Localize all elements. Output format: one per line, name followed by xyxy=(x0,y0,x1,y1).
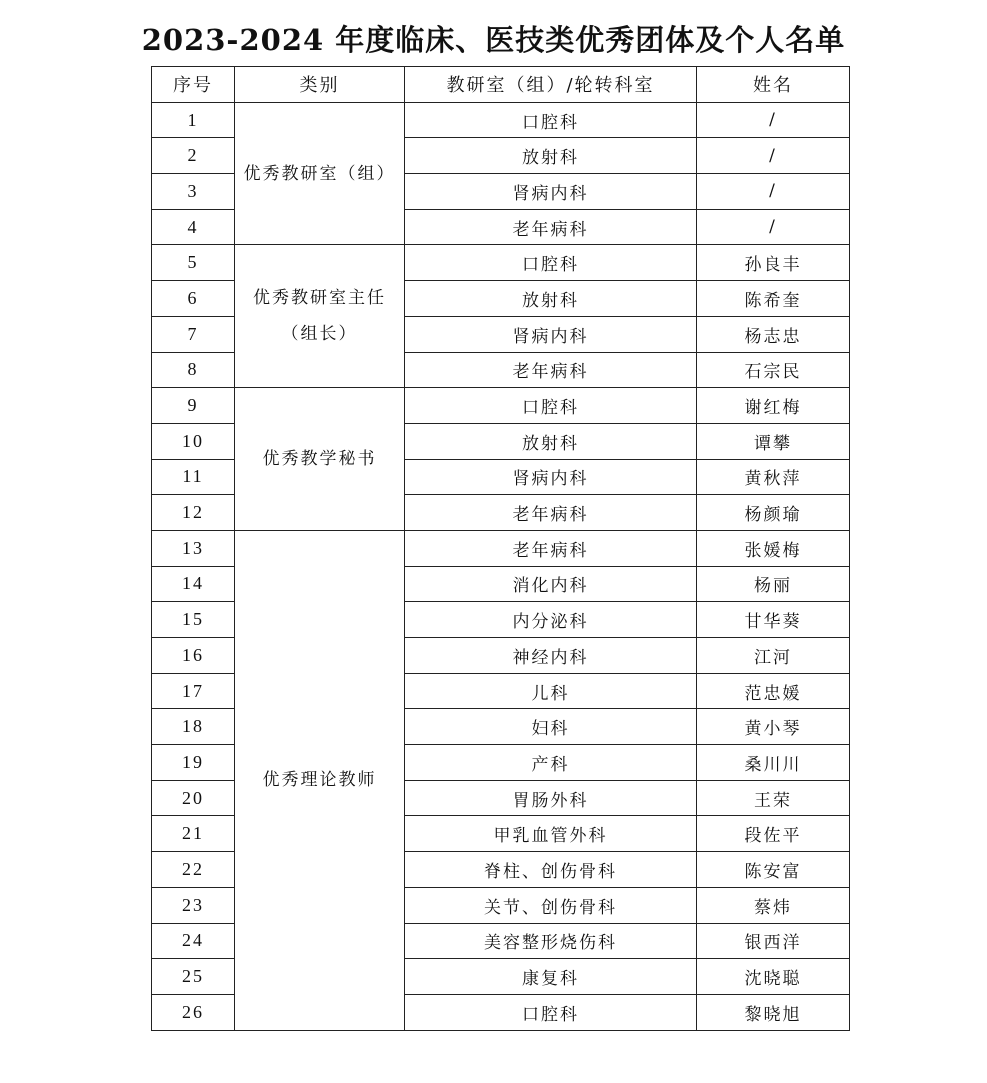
row-number: 12 xyxy=(152,495,235,531)
person-name-cell: 段佐平 xyxy=(697,816,850,852)
category-cell xyxy=(235,245,405,388)
department-cell: 放射科 xyxy=(405,138,697,174)
department-cell: 美容整形烧伤科 xyxy=(405,923,697,959)
department-cell: 胃肠外科 xyxy=(405,780,697,816)
table-row xyxy=(152,388,850,424)
row-number: 17 xyxy=(152,673,235,709)
person-name-cell: / xyxy=(697,102,850,138)
row-number: 9 xyxy=(152,388,235,424)
person-name-cell: 范忠媛 xyxy=(697,673,850,709)
row-number: 14 xyxy=(152,566,235,602)
row-number: 4 xyxy=(152,209,235,245)
row-number: 7 xyxy=(152,316,235,352)
row-number: 11 xyxy=(152,459,235,495)
department-cell: 内分泌科 xyxy=(405,602,697,638)
row-number: 23 xyxy=(152,887,235,923)
header-no: 序号 xyxy=(152,67,235,103)
table-row xyxy=(152,245,850,281)
page-title: 2023-2024 年度临床、医技类优秀团体及个人名单 xyxy=(141,23,846,57)
department-cell: 脊柱、创伤骨科 xyxy=(405,852,697,888)
row-number: 8 xyxy=(152,352,235,388)
table-row xyxy=(152,102,850,138)
department-cell: 口腔科 xyxy=(405,388,697,424)
row-number: 2 xyxy=(152,138,235,174)
header-name: 姓名 xyxy=(697,67,850,103)
row-number: 5 xyxy=(152,245,235,281)
row-number: 10 xyxy=(152,423,235,459)
category-label: 优秀教研室主任 xyxy=(253,288,386,309)
category-cell xyxy=(235,102,405,245)
department-cell: 老年病科 xyxy=(405,352,697,388)
row-number: 1 xyxy=(152,102,235,138)
department-cell: 老年病科 xyxy=(405,495,697,531)
person-name-cell: 黄小琴 xyxy=(697,709,850,745)
category-label: 优秀教学秘书 xyxy=(262,449,377,470)
row-number: 24 xyxy=(152,923,235,959)
person-name-cell: 谢红梅 xyxy=(697,388,850,424)
row-number: 13 xyxy=(152,530,235,566)
category-cell xyxy=(235,388,405,531)
department-cell: 口腔科 xyxy=(405,994,697,1030)
person-name-cell: 黎晓旭 xyxy=(697,994,850,1030)
department-cell: 老年病科 xyxy=(405,530,697,566)
department-cell: 肾病内科 xyxy=(405,316,697,352)
person-name-cell: 黄秋萍 xyxy=(697,459,850,495)
category-label: 优秀教研室（组） xyxy=(243,163,396,184)
person-name-cell: 杨志忠 xyxy=(697,316,850,352)
row-number: 3 xyxy=(152,174,235,210)
person-name-cell: 孙良丰 xyxy=(697,245,850,281)
department-cell: 关节、创伤骨科 xyxy=(405,887,697,923)
row-number: 25 xyxy=(152,959,235,995)
department-cell: 口腔科 xyxy=(405,102,697,138)
department-cell: 老年病科 xyxy=(405,209,697,245)
department-cell: 放射科 xyxy=(405,281,697,317)
person-name-cell: 陈希奎 xyxy=(697,281,850,317)
row-number: 26 xyxy=(152,994,235,1030)
department-cell: 肾病内科 xyxy=(405,174,697,210)
category-cell xyxy=(235,530,405,1030)
honor-roster-table xyxy=(151,66,850,1031)
person-name-cell: 王荣 xyxy=(697,780,850,816)
department-cell: 甲乳血管外科 xyxy=(405,816,697,852)
category-label: 优秀理论教师 xyxy=(262,770,377,791)
person-name-cell: 沈晓聪 xyxy=(697,959,850,995)
department-cell: 放射科 xyxy=(405,423,697,459)
row-number: 19 xyxy=(152,745,235,781)
person-name-cell: / xyxy=(697,138,850,174)
department-cell: 康复科 xyxy=(405,959,697,995)
person-name-cell: 银西洋 xyxy=(697,923,850,959)
person-name-cell: 杨丽 xyxy=(697,566,850,602)
person-name-cell: 蔡炜 xyxy=(697,887,850,923)
person-name-cell: 张媛梅 xyxy=(697,530,850,566)
row-number: 6 xyxy=(152,281,235,317)
row-number: 15 xyxy=(152,602,235,638)
table-row xyxy=(152,530,850,566)
person-name-cell: / xyxy=(697,209,850,245)
row-number: 18 xyxy=(152,709,235,745)
person-name-cell: 江河 xyxy=(697,638,850,674)
table-body xyxy=(152,102,850,1030)
department-cell: 口腔科 xyxy=(405,245,697,281)
department-cell: 神经内科 xyxy=(405,638,697,674)
person-name-cell: / xyxy=(697,174,850,210)
header-department: 教研室（组）/轮转科室 xyxy=(405,67,697,103)
department-cell: 妇科 xyxy=(405,709,697,745)
row-number: 20 xyxy=(152,780,235,816)
department-cell: 儿科 xyxy=(405,673,697,709)
person-name-cell: 桑川川 xyxy=(697,745,850,781)
table-header-row xyxy=(152,67,850,103)
category-label: （组长） xyxy=(281,324,358,345)
row-number: 16 xyxy=(152,638,235,674)
row-number: 21 xyxy=(152,816,235,852)
person-name-cell: 甘华葵 xyxy=(697,602,850,638)
header-category: 类别 xyxy=(235,67,405,103)
person-name-cell: 陈安富 xyxy=(697,852,850,888)
department-cell: 产科 xyxy=(405,745,697,781)
person-name-cell: 石宗民 xyxy=(697,352,850,388)
person-name-cell: 谭攀 xyxy=(697,423,850,459)
person-name-cell: 杨颜瑜 xyxy=(697,495,850,531)
department-cell: 消化内科 xyxy=(405,566,697,602)
department-cell: 肾病内科 xyxy=(405,459,697,495)
row-number: 22 xyxy=(152,852,235,888)
